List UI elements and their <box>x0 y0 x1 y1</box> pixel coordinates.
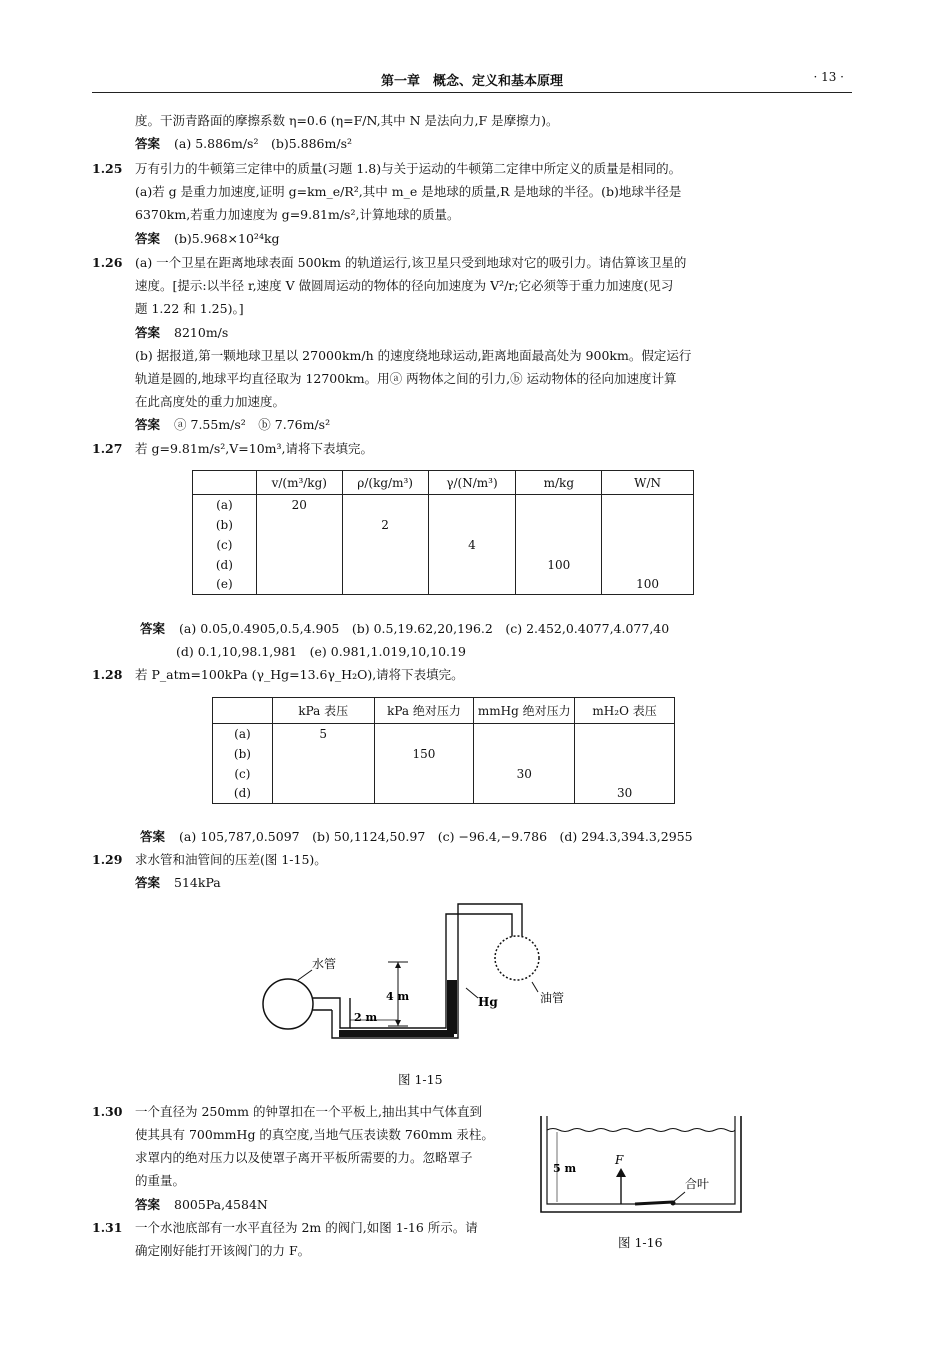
table-cell <box>602 495 694 515</box>
table-header-row <box>193 471 694 495</box>
header-cell <box>213 698 273 724</box>
table-cell: (e) <box>193 575 257 595</box>
table-cell <box>516 575 602 595</box>
page-number: · 13 · <box>813 70 844 84</box>
header-cell <box>193 471 257 495</box>
table-row <box>193 535 694 555</box>
table-cell: (d) <box>193 555 257 575</box>
table-cell <box>428 575 516 595</box>
text-line: 速度。[提示:以半径 r,速度 V 做圆周运动的物体的径向加速度为 V²/r;它必须等于重力加速度(见习 <box>135 278 674 293</box>
table-cell <box>516 535 602 555</box>
table-cell: (a) <box>193 495 257 515</box>
answer-text: (a) 105,787,0.5097 (b) 50,1124,50.97 (c) −96.4,−9.786 (d) 294.3,394.3,2955 <box>179 829 693 844</box>
answer-line <box>135 230 280 248</box>
text-line: 在此高度处的重力加速度。 <box>135 394 286 409</box>
table-cell <box>342 555 428 575</box>
table-cell: (c) <box>213 764 273 784</box>
problem-number: 1.31 <box>92 1220 123 1235</box>
answer-line <box>140 828 693 846</box>
table-row <box>193 555 694 575</box>
header-cell: γ/(N/m³) <box>428 471 516 495</box>
problem-number: 1.26 <box>92 255 123 270</box>
figure-1-16 <box>535 1108 755 1223</box>
answer-text: ⓐ 7.55m/s² ⓑ 7.76m/s² <box>174 417 331 432</box>
table-cell: 30 <box>474 764 575 784</box>
table-cell <box>428 515 516 535</box>
header-cell: m/kg <box>516 471 602 495</box>
table-row <box>213 744 675 764</box>
table-cell <box>272 764 374 784</box>
table-cell <box>342 575 428 595</box>
problem-number: 1.30 <box>92 1104 123 1119</box>
table-cell <box>374 784 474 804</box>
text-line: 若 P_atm=100kPa (γ_Hg=13.6γ_H₂O),请将下表填完。 <box>135 667 464 682</box>
oil-pipe-label: 油管 <box>540 991 565 1005</box>
header-cell: mH₂O 表压 <box>575 698 675 724</box>
answer-text: 8005Pa,4584N <box>174 1197 268 1212</box>
answer-line <box>135 416 330 434</box>
table-cell: 30 <box>575 784 675 804</box>
header-cell: mmHg 绝对压力 <box>474 698 575 724</box>
table-cell <box>272 784 374 804</box>
answer-line <box>135 324 228 342</box>
valve-label: 合叶 <box>685 1177 710 1191</box>
table-cell <box>256 535 342 555</box>
table-cell <box>602 535 694 555</box>
answer-line <box>140 620 669 638</box>
answer-line: (d) 0.1,10,98.1,981 (e) 0.981,1.019,10,10.19 <box>176 644 466 659</box>
answer-line <box>135 135 352 153</box>
table-cell <box>428 555 516 575</box>
table-row <box>193 495 694 515</box>
table-cell <box>516 515 602 535</box>
problem-number: 1.28 <box>92 667 123 682</box>
table-cell: (d) <box>213 784 273 804</box>
table-cell <box>602 555 694 575</box>
text-line: (b) 据报道,第一颗地球卫星以 27000km/h 的速度绕地球运动,距离地面最高处为 900km。假定运行 <box>135 348 692 363</box>
table-cell: (c) <box>193 535 257 555</box>
text-line: 使其具有 700mmHg 的真空度,当地气压表读数 760mm 汞柱。 <box>135 1127 494 1142</box>
table-row <box>213 724 675 744</box>
answer-label: 答案 <box>140 621 166 636</box>
answer-label: 答案 <box>140 829 166 844</box>
problem-number: 1.29 <box>92 852 123 867</box>
text-line: 题 1.22 和 1.25)。] <box>135 301 244 316</box>
header-cell: v/(m³/kg) <box>256 471 342 495</box>
mercury-label: Hg <box>478 995 498 1009</box>
table-cell <box>474 744 575 764</box>
table-cell <box>374 724 474 744</box>
table-row <box>193 575 694 595</box>
header-cell: ρ/(kg/m³) <box>342 471 428 495</box>
table-cell <box>342 535 428 555</box>
oil-pipe-circle <box>495 936 539 980</box>
water-surface <box>547 1129 735 1132</box>
table-cell: (a) <box>213 724 273 744</box>
text-line: 若 g=9.81m/s²,V=10m³,请将下表填完。 <box>135 441 373 456</box>
table-cell: (b) <box>213 744 273 764</box>
water-pipe-label: 水管 <box>312 957 337 971</box>
page-header <box>92 68 852 93</box>
water-pipe-circle <box>263 979 313 1029</box>
table-cell <box>474 784 575 804</box>
table-cell <box>575 744 675 764</box>
table-cell: 150 <box>374 744 474 764</box>
text-line: 确定刚好能打开该阀门的力 F。 <box>135 1243 311 1258</box>
table-row <box>193 515 694 535</box>
table-cell <box>516 495 602 515</box>
text-line: 求水管和油管间的压差(图 1-15)。 <box>135 852 327 867</box>
answer-label: 答案 <box>135 1197 161 1212</box>
depth-label: 5 m <box>553 1162 577 1175</box>
answer-label: 答案 <box>135 875 161 890</box>
table-cell <box>342 495 428 515</box>
answer-text: (a) 0.05,0.4905,0.5,4.905 (b) 0.5,19.62,20,196.2 (c) 2.452,0.4077,4.077,40 <box>179 621 670 636</box>
table-1-28 <box>212 697 675 804</box>
header-cell: kPa 表压 <box>272 698 374 724</box>
table-cell: 20 <box>256 495 342 515</box>
answer-label: 答案 <box>135 231 161 246</box>
text-line: 万有引力的牛顿第三定律中的质量(习题 1.8)与关于运动的牛顿第二定律中所定义的质量是相同的。 <box>135 161 682 176</box>
text-line: 的重量。 <box>135 1173 186 1188</box>
table-cell: 2 <box>342 515 428 535</box>
problem-number: 1.27 <box>92 441 123 456</box>
answer-line <box>135 874 221 892</box>
text-line: 一个水池底部有一水平直径为 2m 的阀门,如图 1-16 所示。请 <box>135 1220 478 1235</box>
text-line: (a)若 g 是重力加速度,证明 g=km_e/R²,其中 m_e 是地球的质量,R 是地球的半径。(b)地球半径是 <box>135 184 682 199</box>
answer-label: 答案 <box>135 136 161 151</box>
text-line: 求罩内的绝对压力以及使罩子离开平板所需要的力。忽略罩子 <box>135 1150 473 1165</box>
height-2m-label: 2 m <box>354 1011 378 1024</box>
table-row <box>213 784 675 804</box>
figure-caption: 图 1-15 <box>398 1072 443 1087</box>
figure-caption: 图 1-16 <box>618 1235 663 1250</box>
force-label: F <box>615 1153 624 1167</box>
table-cell <box>602 515 694 535</box>
table-cell <box>374 764 474 784</box>
answer-line <box>135 1196 268 1214</box>
header-cell: kPa 绝对压力 <box>374 698 474 724</box>
table-header-row <box>213 698 675 724</box>
answer-text: 514kPa <box>174 875 221 890</box>
table-cell: 5 <box>272 724 374 744</box>
answer-text: (b)5.968×10²⁴kg <box>174 231 280 246</box>
answer-label: 答案 <box>135 325 161 340</box>
figure-1-15 <box>250 900 590 1060</box>
text-line: 一个直径为 250mm 的钟罩扣在一个平板上,抽出其中气体直到 <box>135 1104 482 1119</box>
height-4m-label: 4 m <box>386 990 410 1003</box>
table-cell: (b) <box>193 515 257 535</box>
text-line: (a) 一个卫星在距离地球表面 500km 的轨道运行,该卫星只受到地球对它的吸引力。请估算该卫星的 <box>135 255 687 270</box>
table-cell <box>256 555 342 575</box>
table-cell <box>428 495 516 515</box>
text-line: 轨道是圆的,地球平均直径取为 12700km。用ⓐ 两物体之间的引力,ⓑ 运动物体的径向加速度计算 <box>135 371 677 386</box>
chapter-title: 第一章 概念、定义和基本原理 <box>380 74 563 89</box>
header-cell: W/N <box>602 471 694 495</box>
mercury <box>339 1030 454 1037</box>
table-cell <box>256 515 342 535</box>
answer-text: 8210m/s <box>174 325 229 340</box>
table-cell <box>256 575 342 595</box>
table-cell: 100 <box>516 555 602 575</box>
answer-text: (a) 5.886m/s² (b)5.886m/s² <box>174 136 353 151</box>
valve <box>635 1202 673 1204</box>
table-1-27 <box>192 470 694 595</box>
text-line: 6370km,若重力加速度为 g=9.81m/s²,计算地球的质量。 <box>135 207 460 222</box>
table-cell: 4 <box>428 535 516 555</box>
text-line: 度。干沥青路面的摩擦系数 η=0.6 (η=F/N,其中 N 是法向力,F 是摩擦力)。 <box>135 113 559 128</box>
table-cell <box>272 744 374 764</box>
table-cell <box>575 764 675 784</box>
table-row <box>213 764 675 784</box>
answer-label: 答案 <box>135 417 161 432</box>
table-cell <box>474 724 575 744</box>
table-cell <box>575 724 675 744</box>
table-cell: 100 <box>602 575 694 595</box>
problem-number: 1.25 <box>92 161 123 176</box>
